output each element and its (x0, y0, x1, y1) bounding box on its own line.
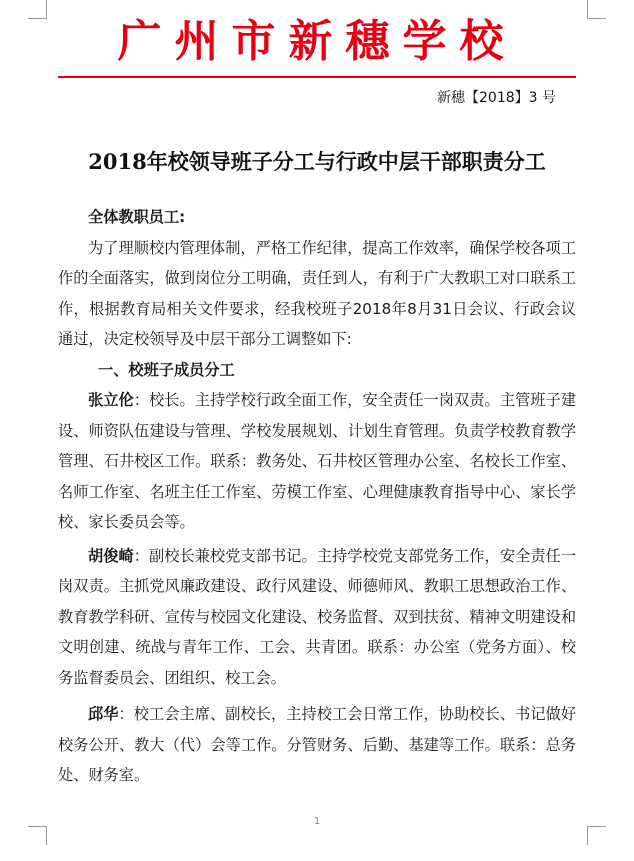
crop-mark-bottom-right (587, 826, 606, 845)
document-title: 2018年校领导班子分工与行政中层干部职责分工 (88, 149, 546, 174)
document-body (58, 202, 576, 791)
member-name: 胡俊崎 (88, 546, 134, 565)
member-duties: ：副校长兼校党支部书记。主持学校党支部党务工作，安全责任一岗双责。主抓党风廉政建设、政行风建设、师德师风、教职工思想政治工作、教育教学科研、宣传与校园文化建设、校务监督、双到扶贫、精神文明建设和文明创建、统战与青年工作、工会、共青团。联系：办公室（党务方面）、校务监督委员会、团组织、校工会。 (58, 546, 577, 687)
masthead-red-rule (58, 76, 576, 78)
member-name: 张立伦 (88, 391, 134, 409)
member-duties: ：校长。主持学校行政全面工作，安全责任一岗双责。主管班子建设、师资队伍建设与管理、学校发展规划、计划生育管理。负责学校教育教学管理、石井校区工作。联系：教务处、石井校区管理办公室、名校长工作室、名师工作室、名班主任工作室、劳模工作室、心理健康教育指导中心、家长学校、家长委员会等。 (58, 391, 577, 531)
salutation: 全体教职员工: (88, 208, 186, 226)
page-number: 1 (313, 816, 321, 827)
member-name: 邱华 (88, 705, 119, 723)
member-paragraph (58, 385, 576, 538)
school-masthead: 广州市新穗学校 (117, 16, 517, 67)
section-heading: 一、校班子成员分工 (98, 360, 235, 379)
member-paragraph (58, 699, 576, 791)
intro-paragraph: 为了理顺校内管理体制，严格工作纪律，提高工作效率，确保学校各项工作的全面落实，做到岗位分工明确，责任到人，有利于广大教职工对口联系工作，根据教育局相关文件要求，经我校班子2018年8月31日会议、行政会议通过，决定校领导及中层干部分工调整如下: (58, 238, 576, 348)
document-number: 新穗【2018】3 号 (437, 90, 556, 106)
crop-mark-bottom-left (28, 826, 47, 845)
member-duties: ：校工会主席、副校长，主持校工会日常工作，协助校长、书记做好校务公开、教大（代）会等工作。分管财务、后勤、基建等工作。联系：总务处、财务室。 (58, 705, 577, 784)
member-paragraph (58, 541, 576, 694)
